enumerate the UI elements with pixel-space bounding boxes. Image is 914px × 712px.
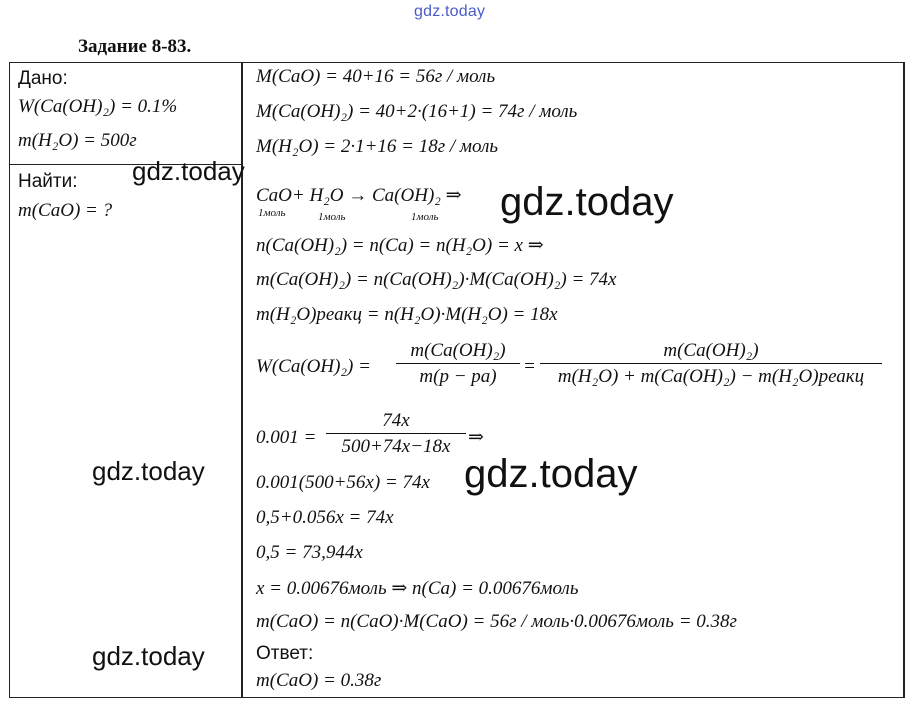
- watermark: gdz.today: [500, 180, 674, 224]
- solution-step: m(CaO) = n(CaO)·M(CaO) = 56г / моль·0.00676моль = 0.38г: [256, 611, 737, 632]
- fraction-numerator: m(Ca(OH)₂): [663, 340, 759, 361]
- equals-sign: =: [523, 356, 536, 377]
- watermark: gdz.today: [132, 156, 245, 186]
- reaction-note: 1моль: [258, 207, 286, 219]
- equation-lhs: 0.001 =: [256, 427, 317, 448]
- reaction-equation: CaO+ H₂O → Ca(OH)₂ ⇒: [256, 185, 462, 206]
- molar-mass-line: M(H₂O) = 2·1+16 = 18г / моль: [256, 136, 499, 157]
- reaction-note: 1моль: [318, 211, 346, 223]
- solution-step: m(Ca(OH)₂) = n(Ca(OH)₂)·M(Ca(OH)₂) = 74x: [256, 269, 617, 290]
- watermark: gdz.today: [92, 456, 205, 486]
- task-title: Задание 8-83.: [78, 36, 192, 57]
- implies-arrow: ⇒: [468, 427, 484, 448]
- molar-mass-line: M(Ca(OH)₂) = 40+2·(16+1) = 74г / моль: [256, 101, 578, 122]
- answer-label: Ответ:: [256, 643, 314, 664]
- site-watermark-top: gdz.today: [414, 3, 486, 20]
- given-line: m(H₂O) = 500г: [18, 130, 137, 151]
- find-line: m(CaO) = ?: [18, 200, 113, 221]
- mass-fraction-fraction-expanded: [540, 340, 882, 388]
- fraction-denominator: 500+74x−18x: [341, 436, 451, 457]
- solution-step: 0,5+0.056x = 74x: [256, 507, 394, 528]
- given-header: Дано:: [18, 68, 68, 89]
- answer-value: m(CaO) = 0.38г: [256, 670, 382, 691]
- mass-fraction-lhs: W(Ca(OH)₂) =: [256, 356, 371, 377]
- solution-step: n(Ca(OH)₂) = n(Ca) = n(H₂O) = x ⇒: [256, 235, 544, 256]
- solution-step: m(H₂O)реакц = n(H₂O)·M(H₂O) = 18x: [256, 304, 558, 325]
- solution-step: 0.001(500+56x) = 74x: [256, 472, 430, 493]
- watermark: gdz.today: [92, 641, 205, 671]
- fraction-bar: [396, 363, 520, 364]
- fraction-bar: [326, 433, 466, 434]
- fraction-denominator: m(H₂O) + m(Ca(OH)₂) − m(H₂O)реакц: [557, 366, 865, 387]
- find-header: Найти:: [18, 171, 78, 192]
- equation-fraction: [326, 410, 466, 458]
- reaction-note: 1моль: [411, 211, 439, 223]
- fraction-numerator: m(Ca(OH)₂): [410, 340, 506, 361]
- fraction-bar: [540, 363, 882, 364]
- solution-step: x = 0.00676моль ⇒ n(Ca) = 0.00676моль: [256, 578, 579, 599]
- watermark: gdz.today: [464, 452, 638, 496]
- given-line: W(Ca(OH)₂) = 0.1%: [18, 96, 178, 117]
- molar-mass-line: M(CaO) = 40+16 = 56г / моль: [256, 66, 496, 87]
- solution-step: 0,5 = 73,944x: [256, 542, 363, 563]
- fraction-denominator: m(p − pa): [419, 366, 497, 387]
- mass-fraction-fraction: [396, 340, 520, 388]
- fraction-numerator: 74x: [382, 410, 410, 431]
